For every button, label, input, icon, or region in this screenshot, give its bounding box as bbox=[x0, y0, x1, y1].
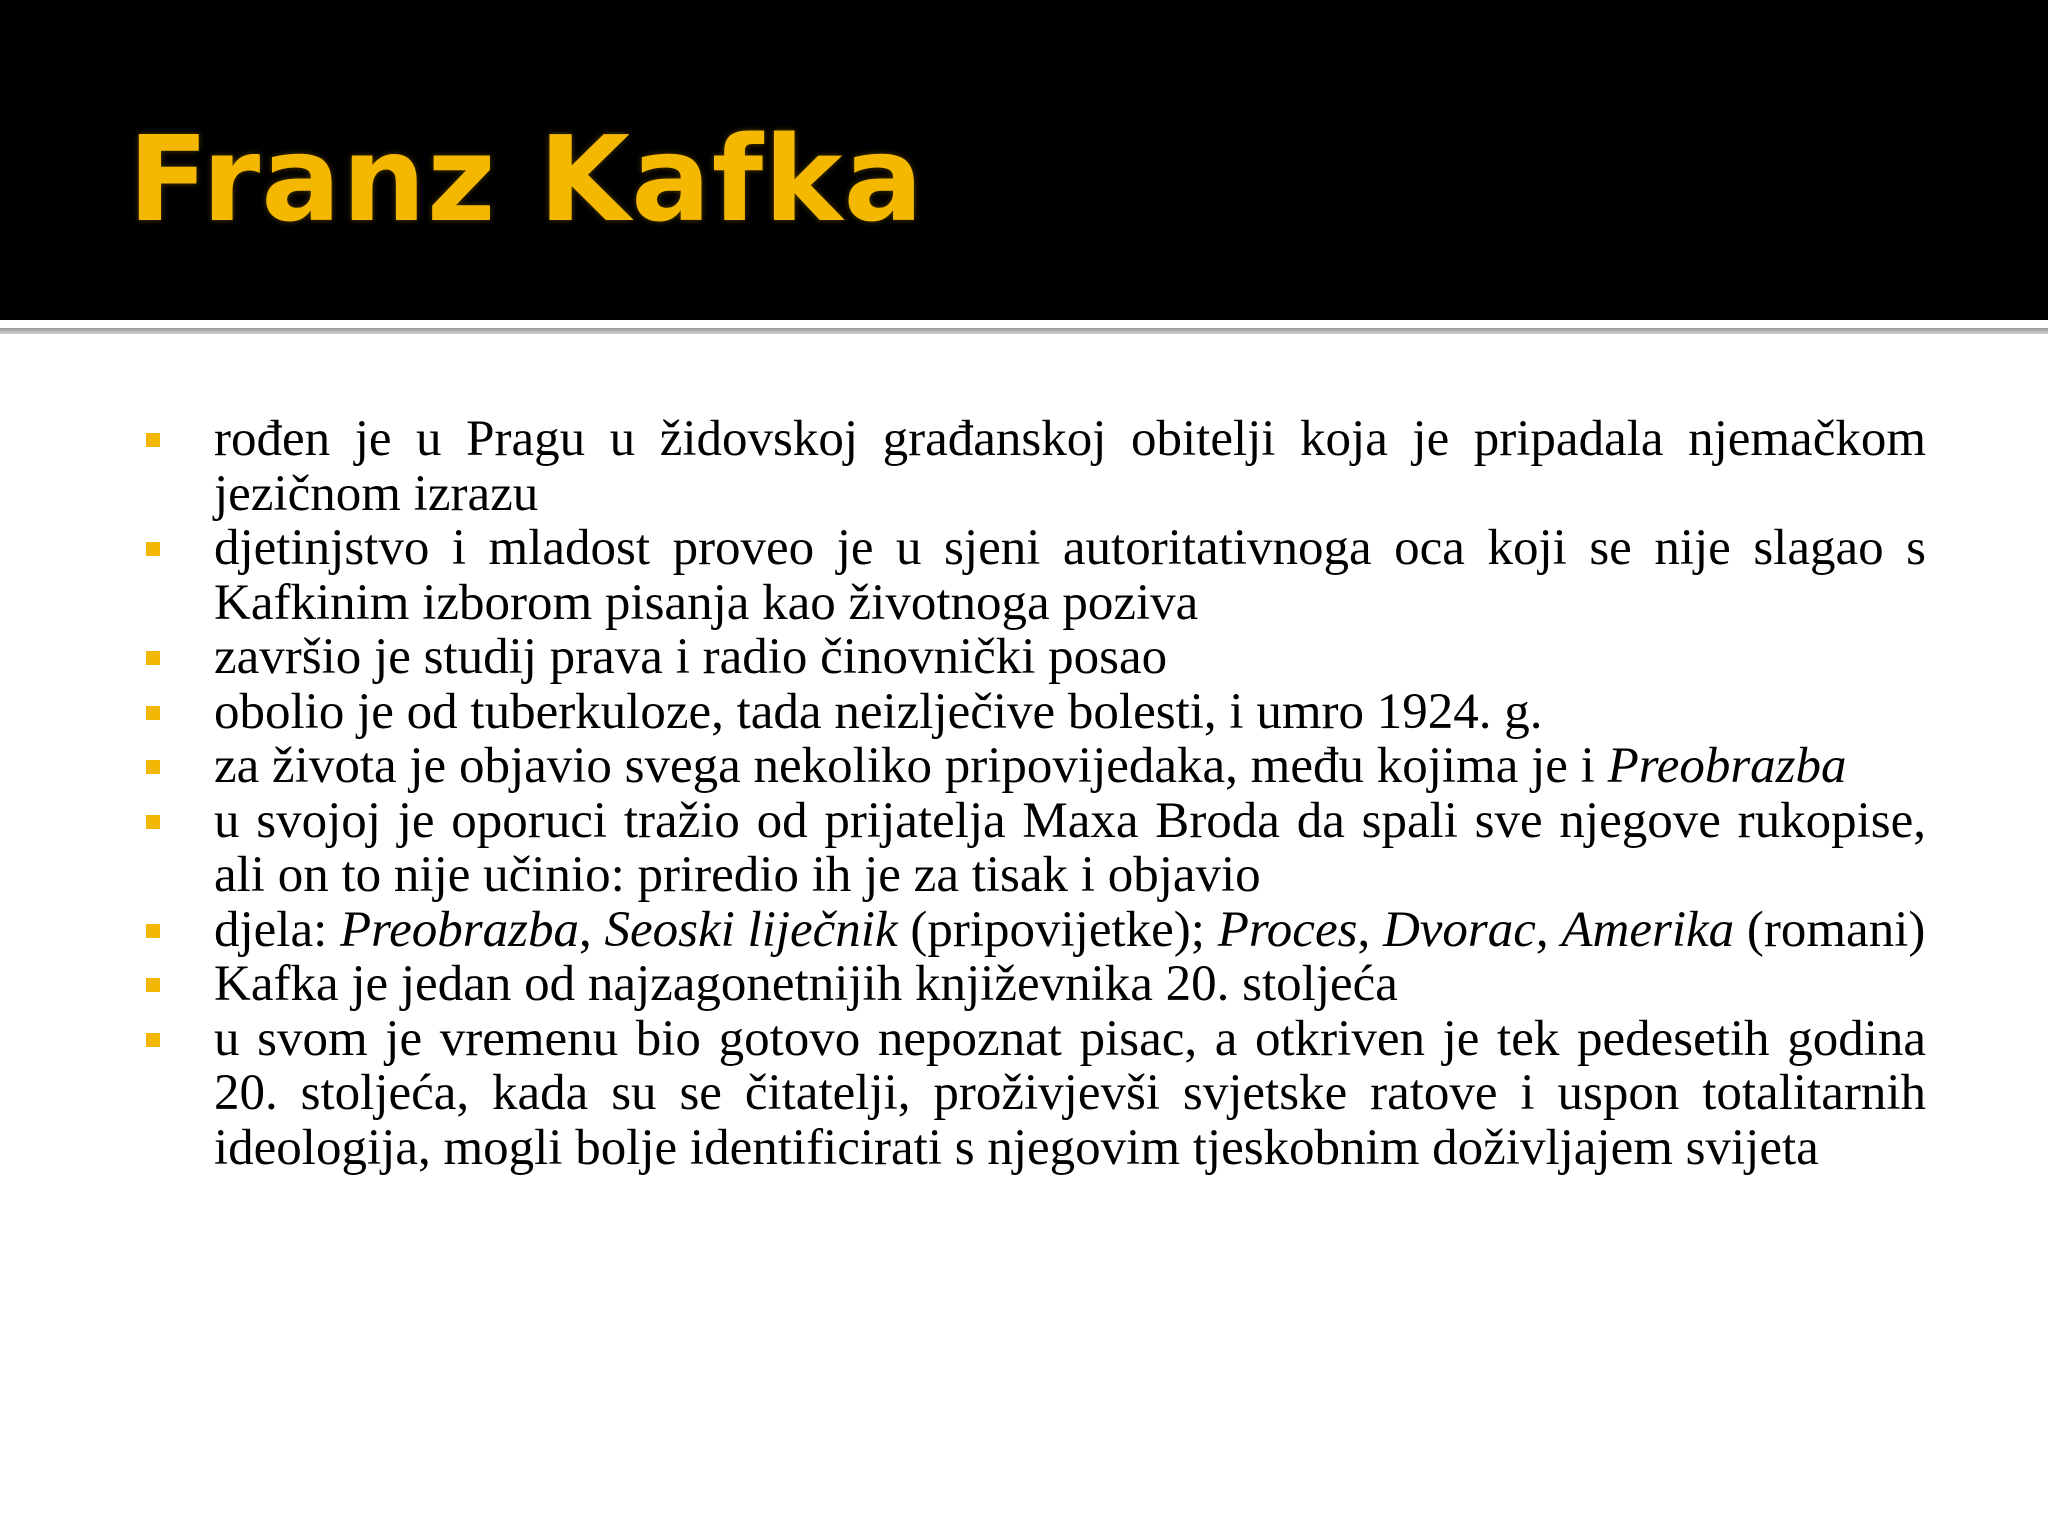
work-title: Preobrazba bbox=[340, 901, 579, 958]
bullet-item-works bbox=[140, 903, 1926, 958]
bullet-item-published bbox=[140, 739, 1926, 794]
square-bullet-icon bbox=[146, 978, 160, 992]
bullet-text: u svojoj je oporuci tražio od prijatelja Maxa Broda da spali sve njegove rukopise, ali on to nije učinio: priredio ih je za tisak i objavio bbox=[214, 792, 1926, 903]
square-bullet-icon bbox=[146, 924, 160, 938]
bullet-item-childhood bbox=[140, 521, 1926, 630]
bullet-text: obolio je od tuberkuloze, tada neizlječive bolesti, i umro 1924. g. bbox=[214, 683, 1543, 740]
square-bullet-icon bbox=[146, 1033, 160, 1047]
square-bullet-icon bbox=[146, 815, 160, 829]
bullet-text: za života je objavio svega nekoliko pripovijedaka, među kojima je i bbox=[214, 738, 1608, 794]
bullet-item-will bbox=[140, 794, 1926, 903]
divider-line bbox=[0, 328, 2048, 334]
work-title: Seoski liječnik bbox=[604, 901, 898, 958]
title-bar bbox=[0, 0, 2048, 320]
bullet-text: (romani) bbox=[1734, 901, 1926, 958]
work-title: Amerika bbox=[1561, 901, 1735, 958]
work-title: Dvorac bbox=[1382, 901, 1536, 958]
bullet-list bbox=[140, 412, 1926, 1175]
work-title: Preobrazba bbox=[1607, 738, 1847, 794]
bullet-item-birth bbox=[140, 412, 1926, 521]
bullet-text: , bbox=[1535, 901, 1562, 958]
bullet-text: Kafka je jedan od najzagonetnijih književnika 20. stoljeća bbox=[214, 956, 1398, 1012]
bullet-text: djetinjstvo i mladost proveo je u sjeni autoritativnoga oca koji se nije slagao s Kafkinim izborom pisanja kao životnoga poziva bbox=[214, 520, 1926, 631]
divider-gap bbox=[0, 320, 2048, 328]
bullet-text: , bbox=[1357, 901, 1383, 958]
bullet-item-studies bbox=[140, 630, 1926, 685]
square-bullet-icon bbox=[146, 651, 160, 665]
slide-title: Franz Kafka bbox=[128, 110, 925, 248]
bullet-item-enigmatic bbox=[140, 957, 1926, 1012]
bullet-text: , bbox=[578, 901, 605, 958]
square-bullet-icon bbox=[146, 760, 160, 774]
work-title: Proces bbox=[1217, 901, 1358, 958]
bullet-item-legacy bbox=[140, 1012, 1926, 1176]
bullet-text: rođen je u Pragu u židovskoj građanskoj obitelji koja je pripadala njemačkom jezičnom izrazu bbox=[214, 411, 1926, 522]
square-bullet-icon bbox=[146, 542, 160, 556]
bullet-item-illness bbox=[140, 685, 1926, 740]
bullet-text: u svom je vremenu bio gotovo nepoznat pisac, a otkriven je tek pedesetih godina 20. stoljeća, kada su se čitatelji, proživjevši svjetske ratove i uspon totalitarnih ideologija, mogli bolje identificirati s njegovim tjeskobnim doživljajem svijeta bbox=[214, 1010, 1926, 1176]
bullet-text: završio je studij prava i radio činovnički posao bbox=[214, 629, 1168, 685]
bullet-text: (pripovijetke); bbox=[897, 901, 1218, 958]
bullet-text: djela: bbox=[214, 901, 341, 958]
square-bullet-icon bbox=[146, 706, 160, 720]
square-bullet-icon bbox=[146, 433, 160, 447]
